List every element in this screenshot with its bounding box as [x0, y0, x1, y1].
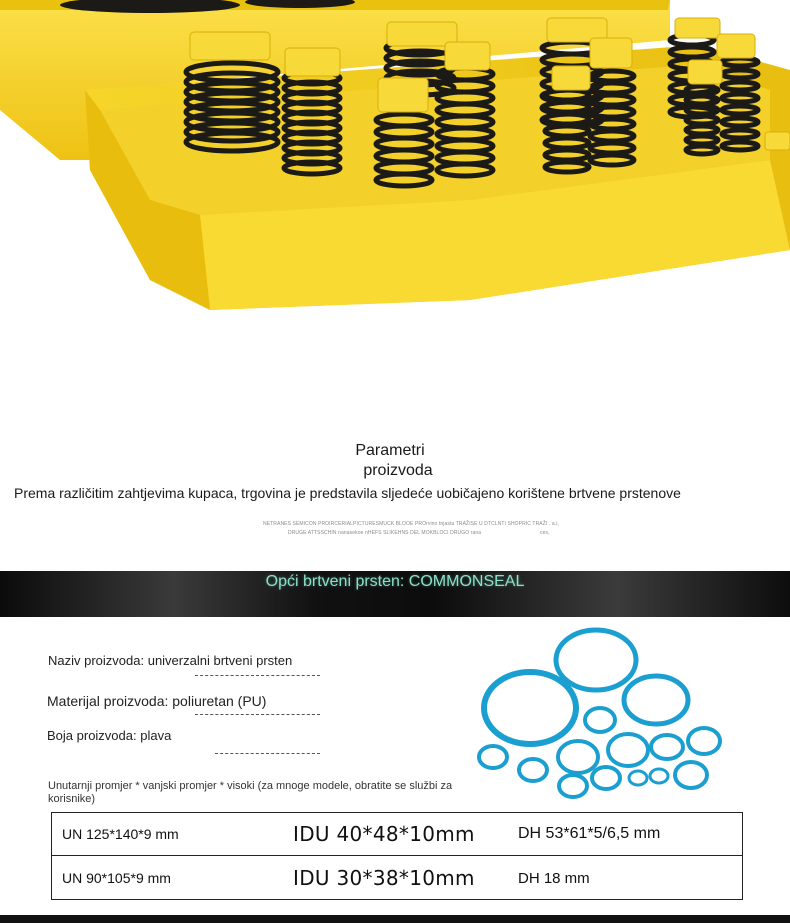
table-row-divider [52, 855, 742, 856]
spec-product-material: Materijal proizvoda: poliuretan (PU) [47, 693, 267, 709]
params-title-line2: proizvoda [363, 462, 433, 479]
spec-product-color: Boja proizvoda: plava [47, 728, 172, 743]
divider [195, 714, 320, 715]
table-cell: DH 18 mm [518, 870, 590, 887]
table-cell: IDU 40*48*10mm [293, 822, 475, 846]
table-cell: IDU 30*38*10mm [293, 866, 475, 890]
divider [215, 753, 320, 754]
dimension-note: Unutarnji promjer * vanjski promjer * visoki (za mnoge modele, obratite se službi za korisnike) [48, 780, 453, 805]
blue-oring-illustration [470, 620, 730, 810]
table-cell: UN 90*105*9 mm [62, 870, 171, 886]
divider [195, 675, 320, 676]
size-table [51, 812, 743, 900]
bottom-bar [0, 915, 790, 923]
table-cell: DH 53*61*5/6,5 mm [518, 825, 661, 842]
faint-text-line3: ces, [540, 530, 550, 536]
banner-title: Opći brtveni prsten: COMMONSEAL [265, 573, 525, 590]
table-cell: UN 125*140*9 mm [62, 826, 179, 842]
params-title-line1: Parametri [355, 442, 425, 459]
section-banner [0, 571, 790, 617]
product-photo-oring-kit [0, 0, 790, 330]
faint-text-line2: DRUGE ATTSSCHIN nanasekoe nHEFS SLIKEHNS DEL MOKBLOCI DRUGO rana [288, 530, 482, 536]
spec-product-name: Naziv proizvoda: univerzalni brtveni prsten [48, 653, 293, 668]
params-description: Prema različitim zahtjevima kupaca, trgovina je predstavila sljedeće uobičajeno korištene brtvene prstenove [14, 485, 681, 501]
faint-text-line1: NETRANES SEMICON PROIRCERIALPICTURESMUCK BLOOE PROrvino tnjastu TRAŽISE U DTCLNTI SHOPRIC TRAŽI . a.i, [263, 521, 559, 527]
